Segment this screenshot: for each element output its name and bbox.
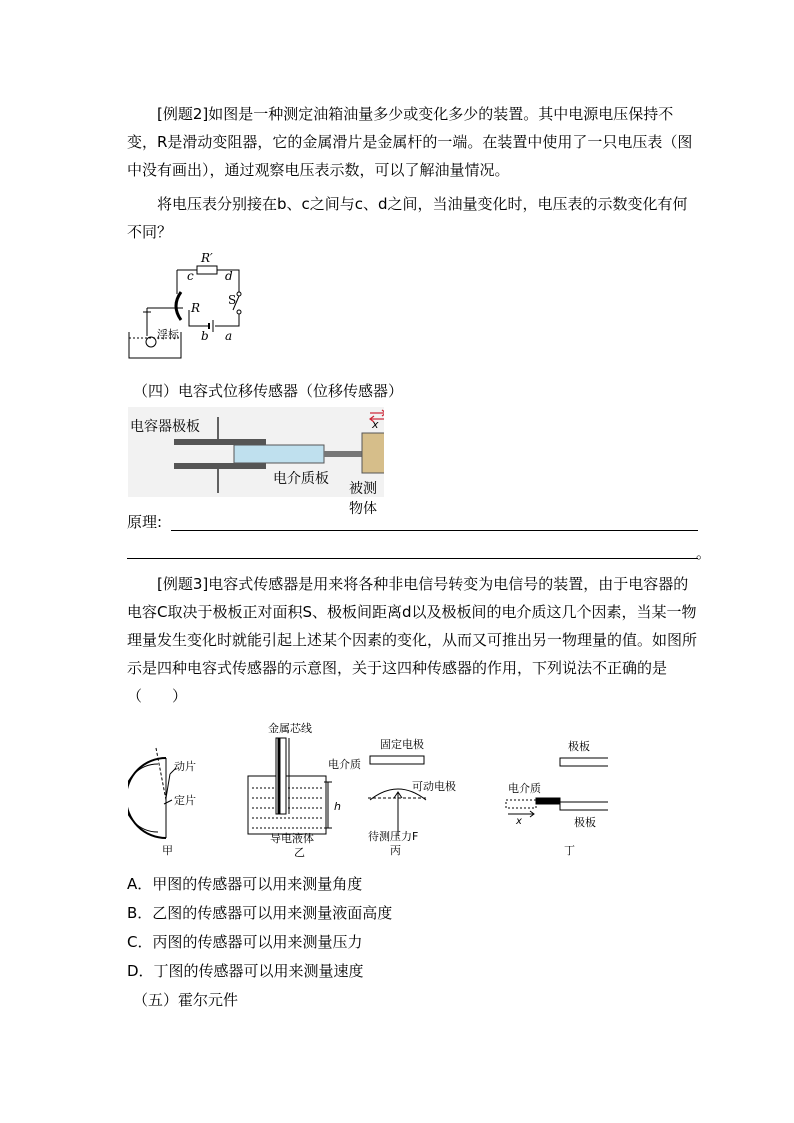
bing-fixed-label: 固定电极	[380, 738, 424, 751]
option-d: D．丁图的传感器可以用来测量速度	[127, 962, 364, 980]
displacement-sensor-figure	[128, 407, 384, 517]
yi-caption: 乙	[294, 846, 305, 858]
label-c: c	[187, 269, 194, 283]
ding-x-label: x	[516, 816, 522, 827]
option-c: C．丙图的传感器可以用来测量压力	[127, 933, 363, 951]
jia-moving-label: 动片	[174, 760, 196, 773]
label-float: 浮标	[157, 328, 179, 341]
principle-blank-line-2	[127, 558, 698, 559]
bing-movable-label: 可动电极	[412, 780, 456, 793]
principle-label: 原理:	[127, 513, 163, 531]
label-a: a	[225, 329, 233, 343]
yi-core-label: 金属芯线	[268, 722, 312, 735]
label-s: S	[228, 293, 237, 307]
label-b: b	[201, 329, 209, 343]
yi-liquid-label: 导电液体	[270, 832, 314, 845]
example2-paragraph-1: [例题2]如图是一种测定油箱油量多少或变化多少的装置。其中电源电压保持不变，R是滑动变阻器，它的金属滑片是金属杆的一端。在装置中使用了一只电压表（图中没有画出），通过观察电压表示数，可以了解油量情况。	[127, 105, 693, 179]
label-x: x	[372, 418, 379, 431]
ding-plate-top-label: 极板	[568, 740, 590, 753]
label-r-prime: R′	[201, 252, 213, 265]
jia-caption: 甲	[162, 844, 173, 857]
yi-h-label: h	[334, 800, 341, 813]
jia-fixed-label: 定片	[174, 794, 196, 807]
oil-gauge-circuit-figure	[125, 252, 250, 362]
label-r: R	[191, 301, 201, 315]
four-sensors-figure	[128, 718, 608, 858]
label-capacitor-plate: 电容器极板	[130, 419, 200, 435]
principle-end-mark: 。	[696, 544, 712, 562]
label-dielectric-plate: 电介质板	[273, 471, 329, 487]
principle-blank-line-1	[171, 530, 698, 531]
section4-heading: （四）电容式位移传感器（位移传感器）	[133, 382, 404, 400]
ding-plate-bottom-label: 极板	[574, 816, 596, 829]
label-d: d	[225, 269, 233, 283]
bing-caption: 丙	[390, 844, 401, 857]
bing-force-label: 待测压力F	[368, 830, 419, 843]
option-b: B．乙图的传感器可以用来测量液面高度	[127, 904, 393, 922]
ding-dielectric-label: 电介质	[508, 782, 541, 795]
label-measured-object: 被测物体	[349, 481, 377, 517]
ding-caption: 丁	[564, 844, 575, 857]
example3-paragraph: [例题3]电容式传感器是用来将各种非电信号转变为电信号的装置，由于电容器的电容C取决于极板正对面积S、极板间距离d以及极板间的电介质这几个因素，当某一物理量发生变化时就能引起上述某个因素的变化，从而又可推出另一物理量的值。如图所示是四种电容式传感器的示意图，关于这四种传感器的作用，下列说法不正确的是（ ）	[127, 575, 698, 705]
example2-paragraph-2: 将电压表分别接在b、c之间与c、d之间，当油量变化时，电压表的示数变化有何不同？	[127, 195, 688, 241]
option-a: A．甲图的传感器可以用来测量角度	[127, 875, 363, 893]
yi-dielectric-label: 电介质	[328, 758, 361, 771]
section5-heading: （五）霍尔元件	[133, 991, 239, 1009]
